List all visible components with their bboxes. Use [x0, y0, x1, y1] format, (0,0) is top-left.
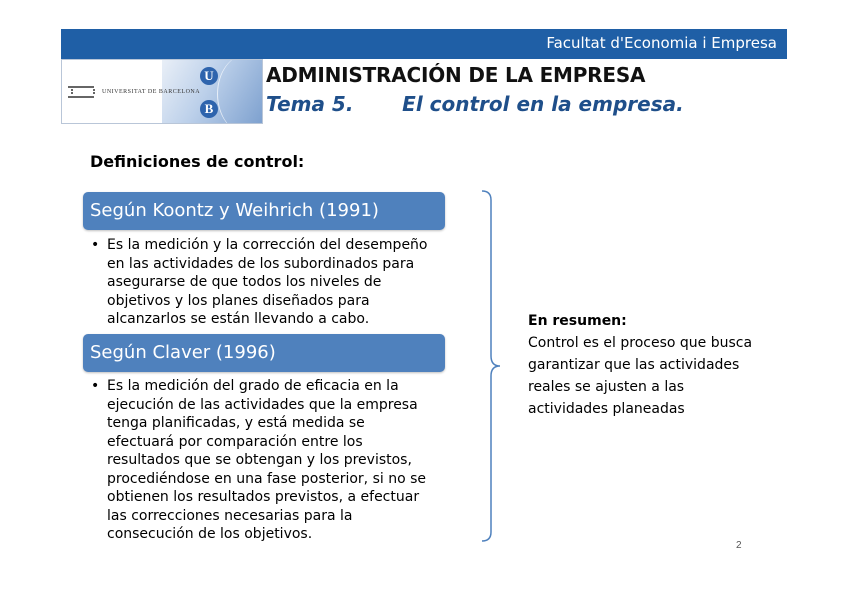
- curly-brace-icon: [481, 190, 511, 542]
- course-title: ADMINISTRACIÓN DE LA EMPRESA: [266, 63, 646, 87]
- page-number: 2: [736, 540, 742, 551]
- definition-body: Es la medición y la corrección del desempeño en las actividades de los subordinados para asegurarse de que todos los niveles de objetivos y los planes diseñados para alcanzarlos se están llevando a cabo.: [107, 237, 428, 327]
- definition-header-koontz: Según Koontz y Weihrich (1991): [83, 192, 445, 230]
- summary-block: [528, 310, 758, 420]
- bullet-icon: •: [91, 237, 100, 253]
- faculty-name: Facultat d'Economia i Empresa: [546, 34, 777, 52]
- logo-seal-b: B: [200, 100, 218, 118]
- building-icon: [68, 86, 94, 98]
- logo-text: UNIVERSITAT DE BARCELONA: [102, 89, 201, 95]
- bullet-icon: •: [91, 378, 100, 394]
- definition-text-koontz: [91, 236, 436, 329]
- summary-title: En resumen:: [528, 313, 627, 329]
- university-logo: [61, 59, 263, 124]
- definition-body: Es la medición del grado de eficacia en la ejecución de las actividades que la empresa tenga planificadas, y está medida se efectuará por comparación entre los resultados que se obtengan y los previstos, procediéndose en una fase posterior, si no se obtienen los resultados previstos, a efectuar las correcciones necesarias para la consecución de los objetivos.: [107, 378, 427, 542]
- logo-seal-u: U: [200, 67, 218, 85]
- summary-body: Control es el proceso que busca garantizar que las actividades reales se ajusten a las actividades planeadas: [528, 335, 753, 417]
- faculty-banner: [61, 29, 787, 59]
- definition-header-claver: Según Claver (1996): [83, 334, 445, 372]
- logo-swoosh: [217, 59, 263, 124]
- definitions-heading: Definiciones de control:: [90, 152, 305, 171]
- topic-title: Tema 5. El control en la empresa.: [266, 92, 684, 116]
- definition-text-claver: [91, 377, 436, 544]
